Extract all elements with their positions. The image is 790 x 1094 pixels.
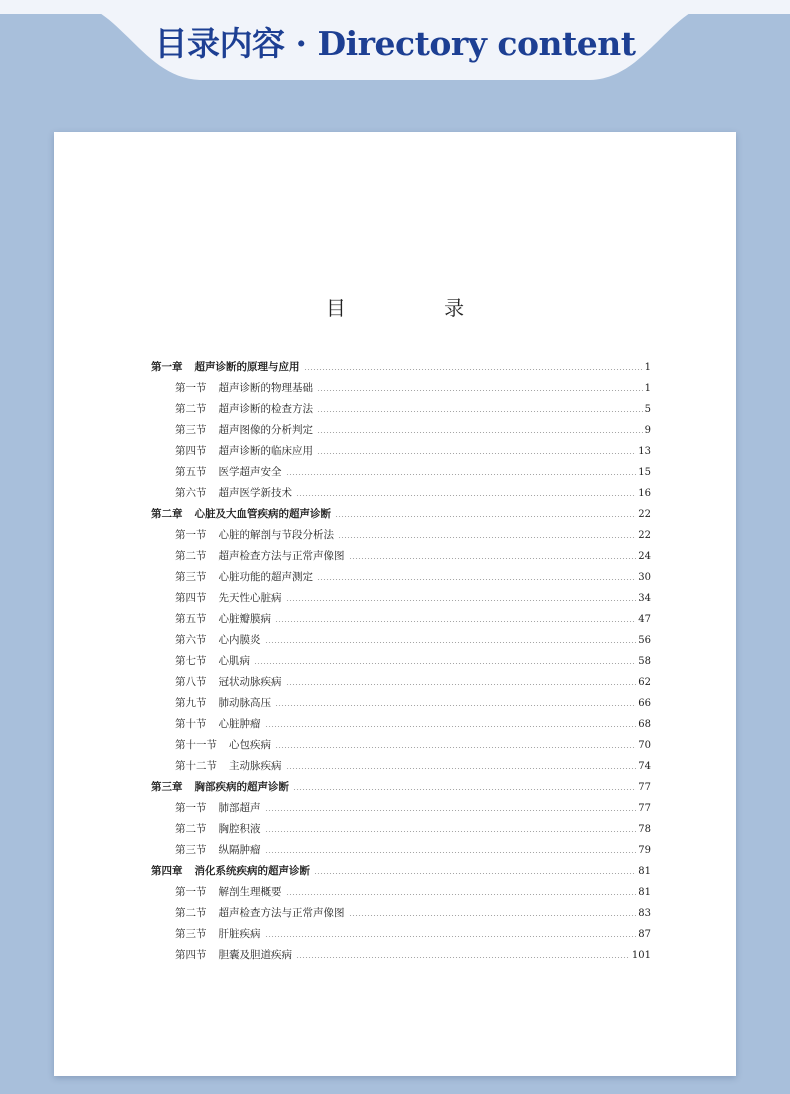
toc-page-number: 83	[638, 908, 651, 919]
toc-leader-dots	[349, 915, 637, 916]
toc-leader-dots	[304, 369, 643, 370]
toc-section-row	[151, 546, 651, 567]
toc-entry-number: 第十一节	[175, 739, 217, 751]
toc-page-number: 22	[638, 530, 651, 541]
toc-page-number: 74	[638, 761, 651, 772]
toc-page-number: 13	[638, 446, 651, 457]
toc-entry-number: 第三节	[175, 571, 207, 583]
toc-page-number: 24	[638, 551, 651, 562]
toc-entry-title: 心脏肿瘤	[218, 718, 261, 730]
toc-page-number: 87	[638, 929, 651, 940]
toc-entry-number: 第三章	[151, 781, 183, 793]
toc-entry-number: 第十二节	[175, 760, 217, 772]
toc-section-row	[151, 840, 651, 861]
toc-entry-number: 第四章	[151, 865, 183, 877]
toc-section-row	[151, 882, 651, 903]
toc-entry-title: 肺动脉高压	[218, 697, 271, 709]
toc-section-row	[151, 609, 651, 630]
toc-page-number: 78	[638, 824, 651, 835]
toc-page-number: 81	[638, 887, 651, 898]
toc-page-number: 5	[644, 404, 651, 415]
toc-entry-number: 第一节	[175, 886, 207, 898]
toc-entry-title: 超声检查方法与正常声像图	[218, 907, 345, 919]
toc-page-number: 62	[638, 677, 651, 688]
toc-leader-dots	[286, 894, 637, 895]
toc-entry-number: 第二节	[175, 823, 207, 835]
toc-section-row	[151, 924, 651, 945]
toc-leader-dots	[254, 663, 636, 664]
toc-page-number: 101	[631, 950, 651, 961]
toc-page-number: 77	[638, 803, 651, 814]
toc-leader-dots	[286, 768, 637, 769]
toc-entry-number: 第五节	[175, 613, 207, 625]
toc-entry-title: 超声医学新技术	[218, 487, 292, 499]
toc-entry-title: 冠状动脉疾病	[218, 676, 282, 688]
toc-entry-title: 心脏功能的超声测定	[218, 571, 313, 583]
toc-section-row	[151, 945, 651, 966]
toc-section-row	[151, 630, 651, 651]
toc-entry-number: 第八节	[175, 676, 207, 688]
toc-page-number: 34	[638, 593, 651, 604]
toc-entry-title: 超声检查方法与正常声像图	[218, 550, 345, 562]
toc-page-number: 77	[638, 782, 651, 793]
toc-leader-dots	[275, 621, 636, 622]
toc-leader-dots	[275, 747, 636, 748]
toc-entry-number: 第三节	[175, 424, 207, 436]
toc-section-row	[151, 378, 651, 399]
toc-section-row	[151, 903, 651, 924]
toc-entry-title: 心脏及大血管疾病的超声诊断	[194, 508, 331, 520]
toc-entry-title: 超声诊断的临床应用	[218, 445, 313, 457]
toc-leader-dots	[265, 726, 637, 727]
toc-leader-dots	[317, 390, 643, 391]
toc-entry-number: 第六节	[175, 634, 207, 646]
toc-chapter-row	[151, 504, 651, 525]
toc-entry-number: 第一节	[175, 382, 207, 394]
table-of-contents	[151, 357, 651, 966]
toc-entry-number: 第十节	[175, 718, 207, 730]
toc-entry-number: 第五节	[175, 466, 207, 478]
toc-page-number: 79	[638, 845, 651, 856]
toc-section-row	[151, 756, 651, 777]
toc-entry-number: 第一节	[175, 802, 207, 814]
toc-entry-number: 第一节	[175, 529, 207, 541]
toc-leader-dots	[286, 600, 637, 601]
toc-leader-dots	[296, 495, 636, 496]
toc-leader-dots	[338, 537, 636, 538]
toc-leader-dots	[265, 810, 637, 811]
toc-leader-dots	[286, 684, 637, 685]
toc-entry-title: 胸腔积液	[218, 823, 261, 835]
toc-entry-title: 心包疾病	[229, 739, 271, 751]
toc-section-row	[151, 399, 651, 420]
toc-entry-title: 胸部疾病的超声诊断	[194, 781, 289, 793]
toc-page-number: 22	[638, 509, 651, 520]
banner-title: 目录内容 · Directory content	[154, 24, 636, 63]
toc-page-number: 66	[638, 698, 651, 709]
toc-entry-title: 消化系统疾病的超声诊断	[194, 865, 310, 877]
toc-page-number: 9	[644, 425, 651, 436]
toc-leader-dots	[317, 579, 636, 580]
toc-section-row	[151, 651, 651, 672]
toc-entry-number: 第一章	[151, 361, 183, 373]
toc-entry-number: 第九节	[175, 697, 207, 709]
toc-leader-dots	[349, 558, 637, 559]
toc-leader-dots	[317, 453, 636, 454]
toc-entry-number: 第六节	[175, 487, 207, 499]
toc-chapter-row	[151, 357, 651, 378]
page-heading: 目 录	[325, 296, 511, 320]
toc-entry-number: 第二章	[151, 508, 183, 520]
toc-section-row	[151, 525, 651, 546]
toc-page-number: 16	[638, 488, 651, 499]
toc-leader-dots	[265, 831, 637, 832]
toc-entry-title: 超声诊断的原理与应用	[194, 361, 300, 373]
toc-section-row	[151, 420, 651, 441]
toc-entry-title: 主动脉疾病	[229, 760, 282, 772]
toc-entry-title: 超声诊断的物理基础	[218, 382, 313, 394]
toc-page-number: 1	[644, 362, 651, 373]
toc-entry-title: 超声图像的分析判定	[218, 424, 313, 436]
document-page	[54, 132, 736, 1076]
toc-page-number: 15	[638, 467, 651, 478]
toc-page-number: 1	[644, 383, 651, 394]
toc-page-number: 30	[638, 572, 651, 583]
toc-entry-number: 第三节	[175, 928, 207, 940]
toc-chapter-row	[151, 777, 651, 798]
toc-leader-dots	[296, 957, 630, 958]
toc-section-row	[151, 441, 651, 462]
toc-leader-dots	[275, 705, 636, 706]
toc-leader-dots	[286, 474, 637, 475]
toc-entry-number: 第四节	[175, 592, 207, 604]
toc-leader-dots	[317, 411, 643, 412]
toc-entry-title: 肺部超声	[218, 802, 261, 814]
toc-leader-dots	[317, 432, 643, 433]
toc-section-row	[151, 819, 651, 840]
toc-entry-number: 第二节	[175, 550, 207, 562]
toc-leader-dots	[314, 873, 636, 874]
toc-section-row	[151, 588, 651, 609]
toc-entry-number: 第二节	[175, 403, 207, 415]
toc-leader-dots	[265, 852, 637, 853]
toc-entry-title: 先天性心脏病	[218, 592, 282, 604]
toc-leader-dots	[265, 642, 637, 643]
toc-section-row	[151, 483, 651, 504]
toc-entry-number: 第四节	[175, 949, 207, 961]
toc-page-number: 68	[638, 719, 651, 730]
toc-entry-title: 心肌病	[218, 655, 250, 667]
toc-entry-title: 心脏的解剖与节段分析法	[218, 529, 334, 541]
toc-section-row	[151, 714, 651, 735]
toc-leader-dots	[335, 516, 636, 517]
toc-page-number: 70	[638, 740, 651, 751]
toc-section-row	[151, 735, 651, 756]
toc-page-number: 58	[638, 656, 651, 667]
toc-entry-title: 肝脏疾病	[218, 928, 261, 940]
toc-page-number: 47	[638, 614, 651, 625]
toc-entry-title: 胆囊及胆道疾病	[218, 949, 292, 961]
toc-section-row	[151, 567, 651, 588]
toc-page-number: 56	[638, 635, 651, 646]
toc-entry-title: 纵隔肿瘤	[218, 844, 261, 856]
toc-entry-number: 第七节	[175, 655, 207, 667]
toc-section-row	[151, 798, 651, 819]
toc-entry-title: 心脏瓣膜病	[218, 613, 271, 625]
toc-section-row	[151, 462, 651, 483]
toc-entry-title: 超声诊断的检查方法	[218, 403, 313, 415]
toc-entry-title: 解剖生理概要	[218, 886, 282, 898]
toc-leader-dots	[265, 936, 637, 937]
toc-leader-dots	[293, 789, 636, 790]
toc-section-row	[151, 693, 651, 714]
toc-page-number: 81	[638, 866, 651, 877]
toc-entry-title: 心内膜炎	[218, 634, 261, 646]
toc-chapter-row	[151, 861, 651, 882]
toc-entry-number: 第四节	[175, 445, 207, 457]
toc-entry-number: 第三节	[175, 844, 207, 856]
toc-entry-number: 第二节	[175, 907, 207, 919]
toc-section-row	[151, 672, 651, 693]
toc-entry-title: 医学超声安全	[218, 466, 282, 478]
